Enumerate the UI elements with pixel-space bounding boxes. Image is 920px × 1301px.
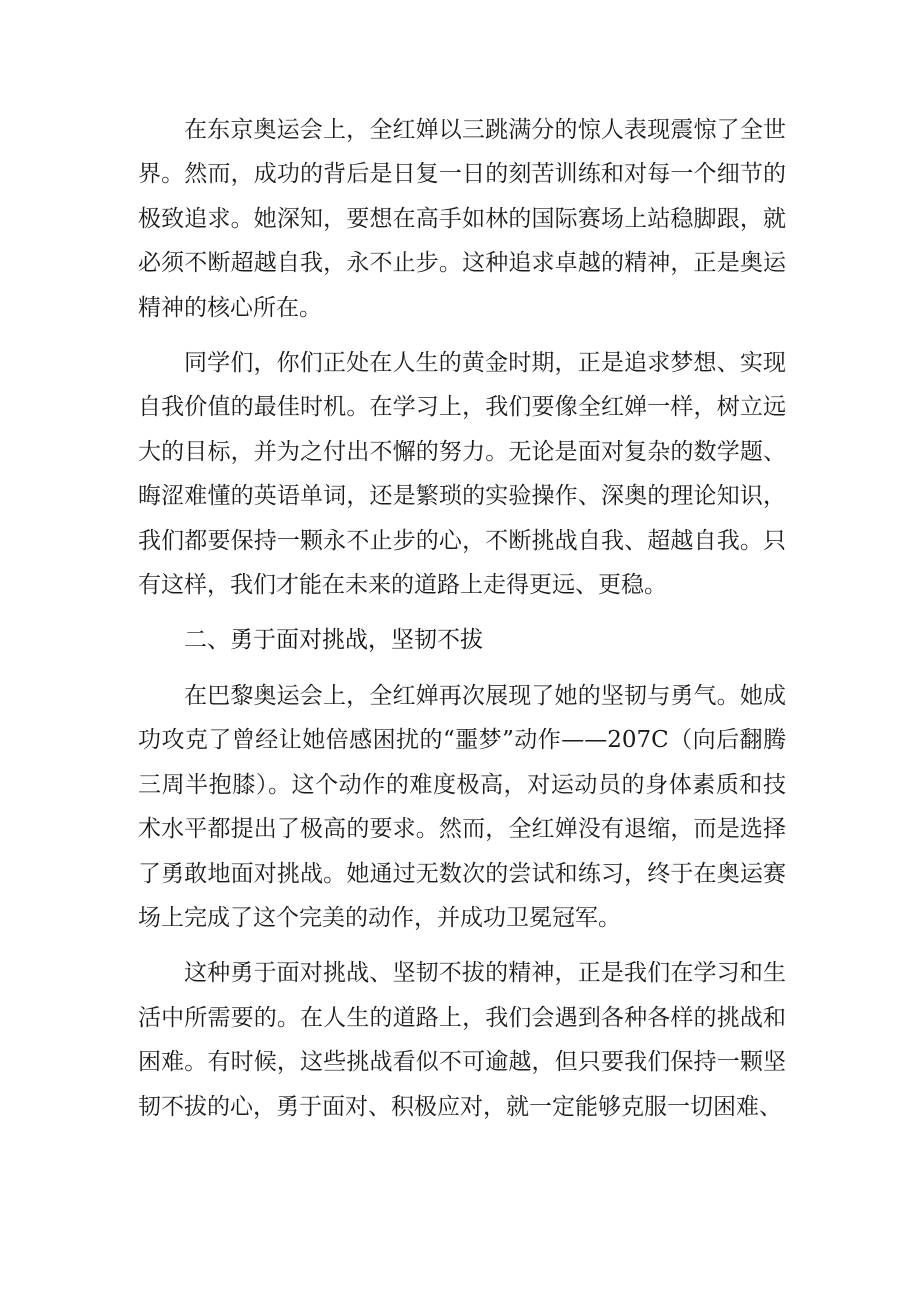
paragraph-tokyo-olympics: 在东京奥运会上，全红婵以三跳满分的惊人表现震惊了全世界。然而，成功的背后是日复一日的刻苦训练和对每一个细节的极致追求。她深知，要想在高手如林的国际赛场上站稳脚跟，就必须不断超越自我，永不止步。这种追求卓越的精神，正是奥运精神的核心所在。	[138, 117, 786, 321]
paragraph-paris-olympics: 在巴黎奥运会上，全红婵再次展现了她的坚韧与勇气。她成功攻克了曾经让她倍感困扰的“噩梦”动作——207C（向后翻腾三周半抱膝）。这个动作的难度极高，对运动员的身体素质和技术水平都提出了极高的要求。然而，全红婵没有退缩，而是选择了勇敢地面对挑战。她通过无数次的尝试和练习，终于在奥运赛场上完成了这个完美的动作，并成功卫冕冠军。	[138, 682, 786, 931]
paragraph-students: 同学们，你们正处在人生的黄金时期，正是追求梦想、实现自我价值的最佳时机。在学习上，我们要像全红婵一样，树立远大的目标，并为之付出不懈的努力。无论是面对复杂的数学题、晦涩难懂的英语单词，还是繁琐的实验操作、深奥的理论知识，我们都要保持一颗永不止步的心，不断挑战自我、超越自我。只有这样，我们才能在未来的道路上走得更远、更稳。	[138, 350, 786, 599]
paragraph-perseverance: 这种勇于面对挑战、坚韧不拔的精神，正是我们在学习和生活中所需要的。在人生的道路上，我们会遇到各种各样的挑战和困难。有时候，这些挑战看似不可逾越，但只要我们保持一颗坚韧不拔的心，勇于面对、积极应对，就一定能够克服一切困难、	[138, 960, 786, 1120]
section-heading-challenges: 二、勇于面对挑战，坚韧不拔	[184, 627, 483, 654]
document-body	[138, 108, 786, 1140]
